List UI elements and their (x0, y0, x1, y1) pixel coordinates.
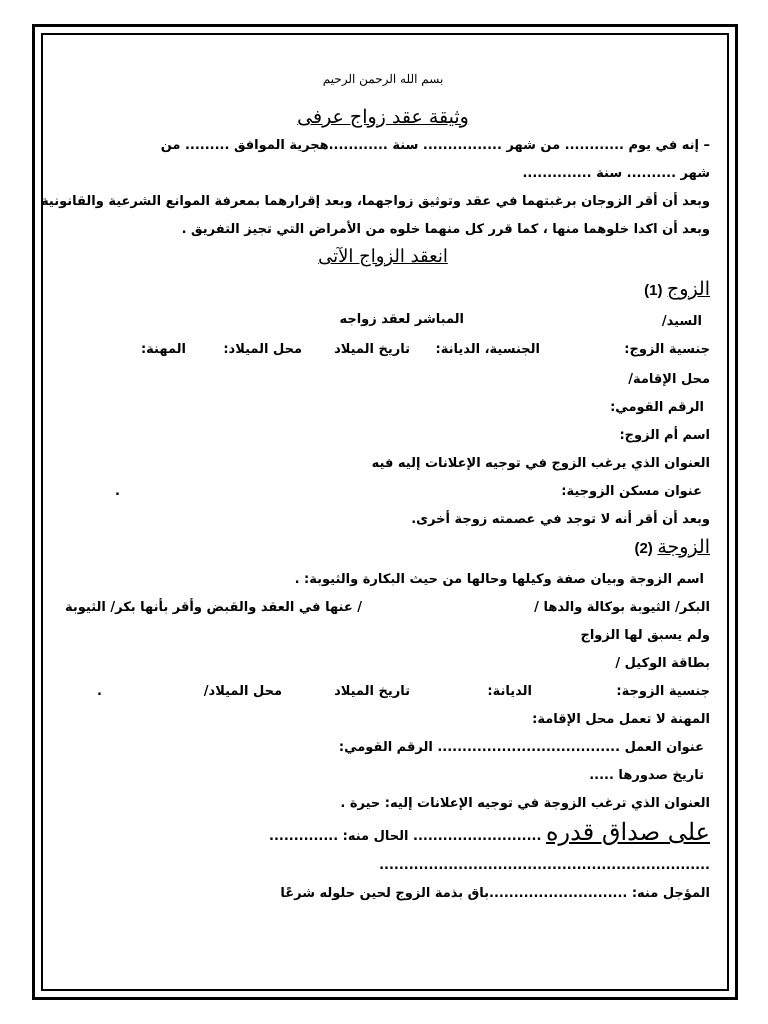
dowry-amount-dots: .......................... (413, 829, 542, 844)
document-title: وثيقة عقد زواج عرفى (297, 106, 469, 128)
husband-title: الزوج (667, 278, 710, 300)
wife-number: (2) (634, 540, 653, 557)
basmala: بسم الله الرحمن الرحيم (322, 72, 444, 86)
wife-status-right: البكر/ الثيوبة بوكالة والدها / (534, 600, 710, 615)
wife-notice-address: العنوان الذي ترغب الزوجة في توجيه الإعلانات إليه: حيرة . (340, 796, 710, 811)
intro-date-line: – إنه في يوم ............ من شهر ................ سنة ............هجرية الموافق ......... من (160, 138, 710, 153)
husband-heading (56, 278, 710, 300)
wife-nationality: جنسية الزوجة: (616, 684, 710, 699)
dowry-line (56, 818, 710, 846)
wife-heading (56, 536, 710, 558)
dowry-paid: الحال منه: .............. (269, 829, 409, 844)
wife-never-married: ولم يسبق لها الزواج (580, 628, 710, 643)
husband-marital-home-dot: . (115, 484, 120, 499)
wife-issue-date: تاريخ صدورها ..... (589, 768, 704, 783)
wife-pob: محل الميلاد/ (203, 684, 282, 699)
dowry-dots-line: ................................................................... (379, 858, 710, 873)
husband-pob: محل الميلاد: (223, 342, 302, 357)
dowry-deferred: المؤجل منه: ............................باق بذمة الزوج لحين حلوله شرعًا (280, 886, 710, 901)
wife-title: الزوجة (657, 536, 710, 558)
intro-health-line: وبعد أن اكدا خلوهما منها ، كما قرر كل منهما خلوه من الأمراض التي تجيز التفريق . (181, 222, 710, 237)
husband-marital-home: عنوان مسكن الزوجية: (561, 484, 702, 499)
dowry-title: على صداق قدره (545, 818, 710, 846)
husband-number: (1) (644, 282, 663, 299)
wife-work-address: عنوان العمل ..................................... الرقم القومي: (338, 740, 704, 755)
wife-name-line: اسم الزوجة وبيان صفة وكيلها وحالها من حيث البكارة والثيوبة: . (294, 572, 704, 587)
husband-job: المهنة: (140, 342, 186, 357)
husband-sir: السيد/ (661, 314, 702, 329)
husband-notice-address: العنوان الذي يرغب الزوج في توجيه الإعلانات إليه فيه (371, 456, 710, 471)
intro-declaration-line: وبعد أن أقر الزوجان برغبتهما في عقد وتوثيق زواجهما، وبعد إقرارهما بمعرفة الموانع الشرعية والقانونية (41, 194, 710, 209)
wife-religion: الديانة: (487, 684, 532, 699)
husband-religion: الجنسية، الديانة: (435, 342, 540, 357)
husband-residence: محل الإقامة/ (628, 372, 710, 387)
wife-dob: تاريخ الميلاد (334, 684, 410, 699)
wife-job: المهنة لا تعمل محل الإقامة: (532, 712, 710, 727)
husband-declaration: وبعد أن أقر أنه لا توجد في عصمته زوجة أخرى. (411, 512, 710, 527)
husband-mother: اسم أم الزوج: (619, 428, 710, 443)
document-page (41, 40, 710, 980)
husband-nationality: جنسية الزوج: (624, 342, 710, 357)
husband-dob: تاريخ الميلاد (334, 342, 410, 357)
wife-status-left: / عنها في العقد والقبض وأقر بأنها بكر/ الثيوبة (64, 600, 362, 615)
husband-direct: المباشر لعقد زواجه (339, 312, 464, 327)
wife-pob-dot: . (97, 684, 102, 699)
intro-month-line: شهر .......... سنة .............. (522, 166, 710, 181)
contract-heading: انعقد الزواج الآتى (318, 246, 448, 267)
husband-national-id: الرقم القومي: (610, 400, 704, 415)
wife-agent-card: بطاقة الوكيل / (615, 656, 710, 671)
